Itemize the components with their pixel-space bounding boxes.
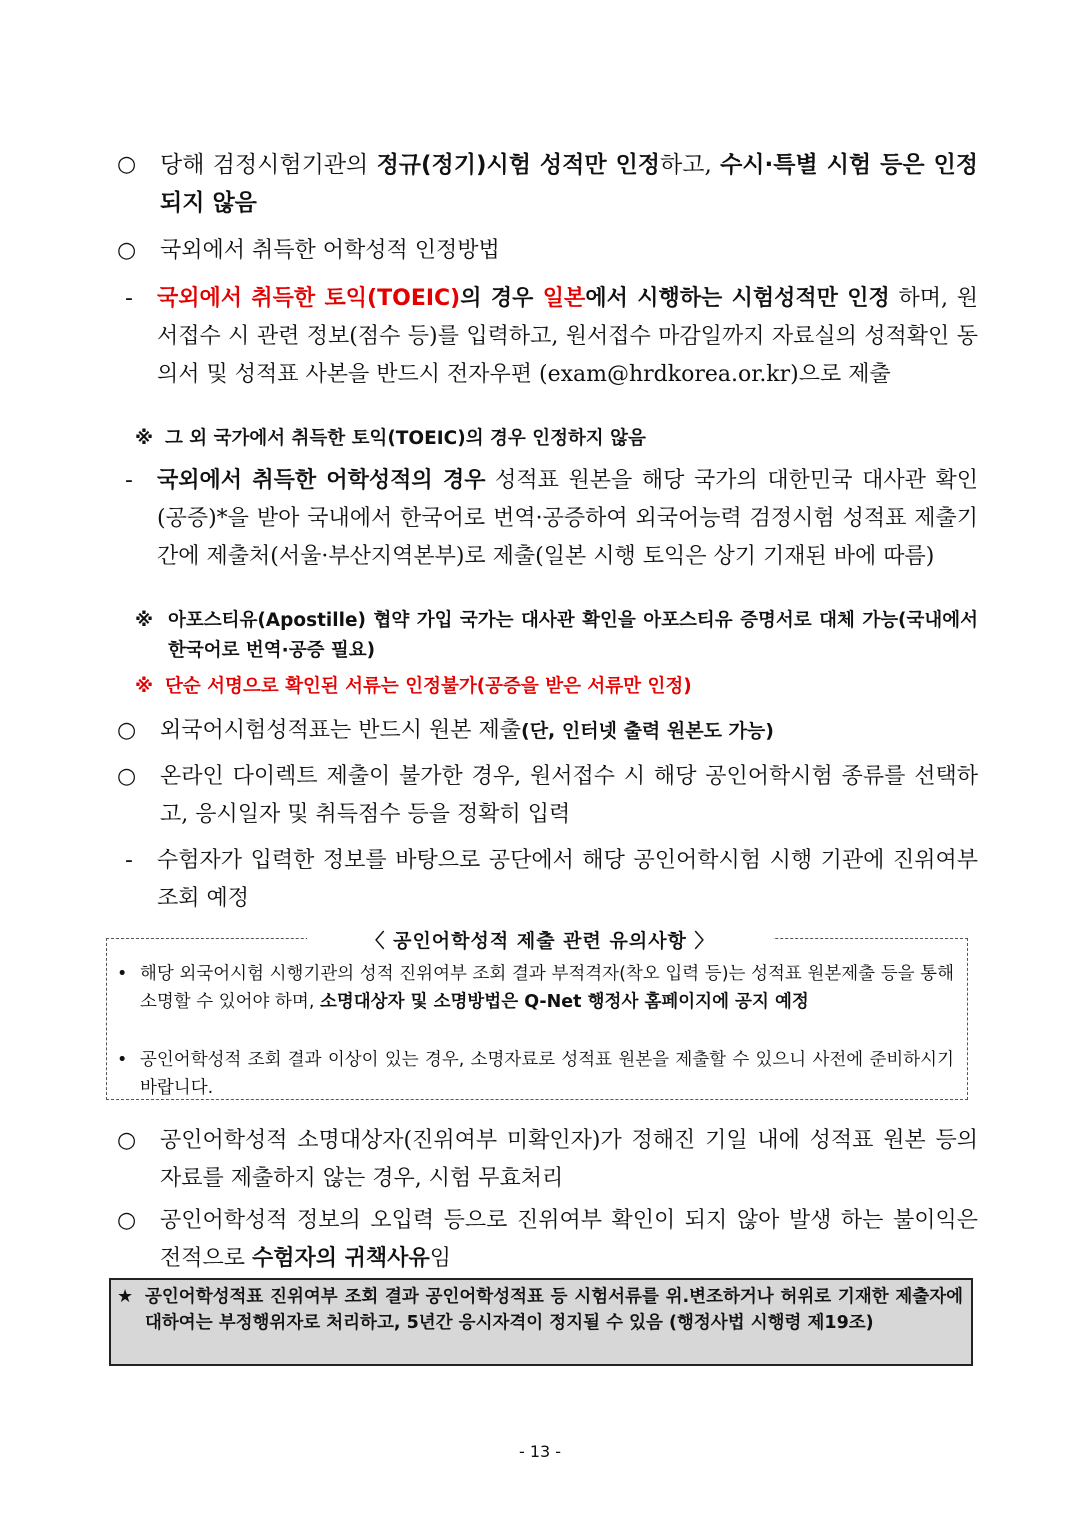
note-signature-not-accepted: 단순 서명으로 확인된 서류는 인정불가(공증을 받은 서류만 인정) [165,676,692,697]
note-apostille: 아포스티유(Apostille) 협약 가입 국가는 대사관 확인을 아포스티유 증명서로 대체 가능(국내에서 한국어로 번역·공증 필요) [168,610,979,661]
paragraph-toeic-japan: 국외에서 취득한 토익(TOEIC)의 경우 일본에서 시행하는 시험성적만 인정 하며, 원서접수 시 관련 정보(점수 등)를 입력하고, 원서접수 마감일까지 자료실의 성적확인 동의서 및 성적표 사본을 반드시 전자우편 (exam@hrdkorea.or.kr)으로 제출 [157,286,978,387]
paragraph-foreign-score-notarization: 국외에서 취득한 어학성적의 경우 성적표 원본을 해당 국가의 대한민국 대사관 확인(공증)*을 받아 국내에서 한국어로 번역·공증하여 외국어능력 검정시험 성적표 제출기간에 제출처(서울·부산지역본부)로 제출(일본 시행 토익은 상기 기재된 바에 따름) [157,468,978,569]
notice-item-2: 공인어학성적 조회 결과 이상이 있는 경우, 소명자료로 성적표 원본을 제출할 수 있으니 사전에 준비하시기 바랍니다. [140,1050,954,1098]
paragraph-responsibility: 공인어학성적 정보의 오입력 등으로 진위여부 확인이 되지 않아 발생 하는 불이익은 전적으로 수험자의 귀책사유임 [160,1208,978,1271]
notice-title-wrap [307,928,773,954]
circle-bullet: ○ [117,1208,137,1233]
paragraph-regular-test-only: 당해 검정시험기관의 정규(정기)시험 성적만 인정하고, 수시·특별 시험 등은 인정되지 않음 [160,152,978,216]
paragraph-original-required: 외국어시험성적표는 반드시 원본 제출(단, 인터넷 출력 원본도 가능) [160,718,774,743]
circle-bullet: ○ [117,764,137,789]
warning-text: 공인어학성적표 진위여부 조회 결과 공인어학성적표 등 시험서류를 위.변조하거나 허위로 기재한 제출자에 대하여는 부정행위자로 처리하고, 5년간 응시자격이 정지될 수 있음 (행정사법 시행령 제19조) [145,1287,963,1333]
note-other-countries-toeic: 그 외 국가에서 취득한 토익(TOEIC)의 경우 인정하지 않음 [165,428,646,449]
dash-bullet: - [125,286,133,311]
circle-bullet: ○ [117,718,137,743]
reference-mark: ※ [135,676,153,697]
warning-box [109,1278,973,1366]
circle-bullet: ○ [117,1128,137,1153]
dash-bullet: - [125,468,133,493]
paragraph-foreign-score-method: 국외에서 취득한 어학성적 인정방법 [160,238,500,263]
circle-bullet: ○ [117,238,137,263]
notice-bullet: • [117,1050,128,1070]
notice-item-1: 해당 외국어시험 시행기관의 성적 진위여부 조회 결과 부적격자(착오 입력 등)는 성적표 원본제출 등을 통해 소명할 수 있어야 하며, 소명대상자 및 소명방법은 Q-Net 행정사 홈페이지에 공지 예정 [140,964,954,1012]
star-icon: ★ [117,1286,134,1307]
paragraph-invalid-processing: 공인어학성적 소명대상자(진위여부 미확인자)가 정해진 기일 내에 성적표 원본 등의 자료를 제출하지 않는 경우, 시험 무효처리 [160,1128,978,1191]
notice-title: 〈 공인어학성적 제출 관련 유의사항 〉 [365,930,715,952]
paragraph-online-submission: 온라인 다이렉트 제출이 불가한 경우, 원서접수 시 해당 공인어학시험 종류를 선택하고, 응시일자 및 취득점수 등을 정확히 입력 [160,764,978,827]
page-number: - 13 - [518,1442,562,1461]
circle-bullet: ○ [117,152,137,177]
reference-mark: ※ [135,610,153,631]
dash-bullet: - [125,848,133,873]
reference-mark: ※ [135,428,153,449]
paragraph-verification: 수험자가 입력한 정보를 바탕으로 공단에서 해당 공인어학시험 시행 기관에 진위여부 조회 예정 [157,848,978,911]
notice-bullet: • [117,964,128,984]
